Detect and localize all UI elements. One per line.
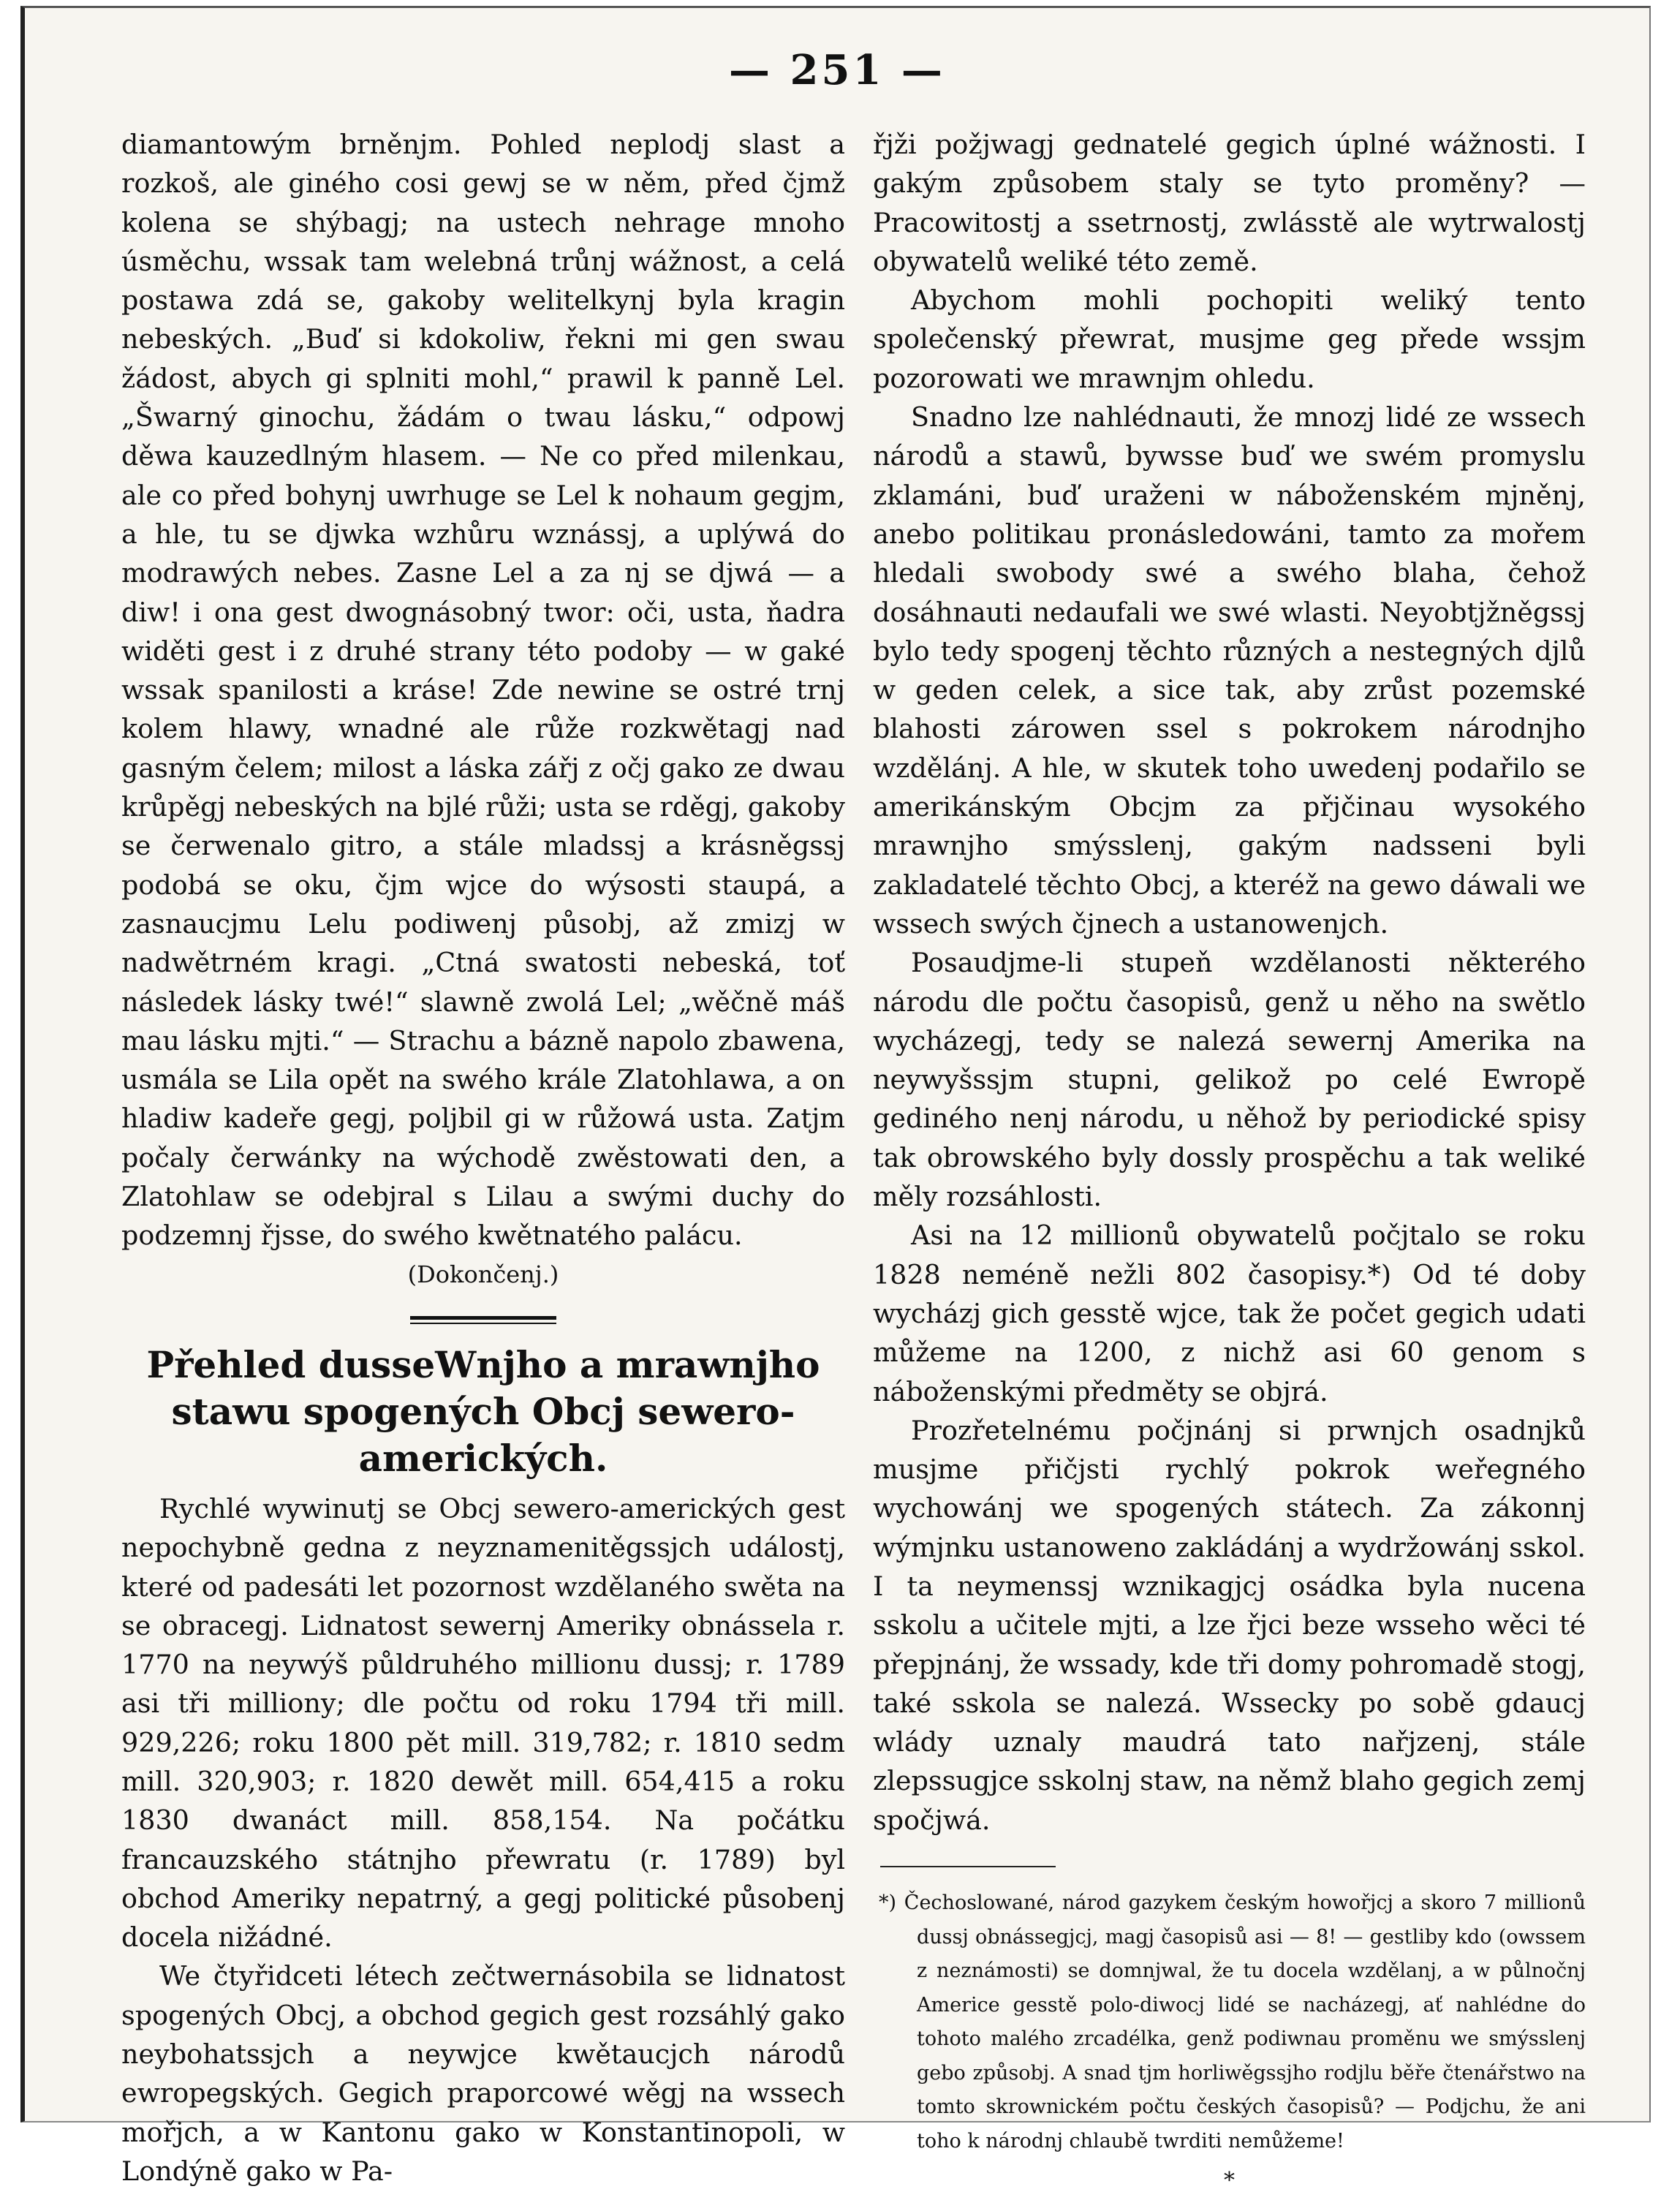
end-mark: * — [1224, 2168, 1235, 2194]
page — [20, 6, 1651, 2194]
paragraph: řjži požjwagj gednatelé gegich úplné wážnosti. I gakým způsobem staly se tyto proměny? — Pracowitostj a ssetrnostj, zwlásstě ale wytrwalostj obywatelů weliké této země. — [873, 129, 1586, 277]
section-heading: Přehled dusseWnjho a mrawnjho stawu spogených Obcj sewero-amerických. — [146, 1342, 820, 1480]
paragraph: Rychlé wywinutj se Obcj sewero-amerických gest nepochybně gedna z neyznamenitěgssjch událostj, které od padesáti let pozornost wzdělaného swěta na se obracegj. Lidnatost sewernj Ameriky obnássela r. 1770 na neywýš půldruhého millionu dussj; r. 1789 asi tři milliony; dle počtu od roku 1794 tři mill. 929,226; roku 1800 pět mill. 319,782; r. 1810 sedm mill. 320,903; r. 1820 dewět mill. 654,415 a roku 1830 dwanáct mill. 858,154. Na počátku francauzského státnjho přewratu (r. 1789) byl obchod Ameriky nepatrný, a gegj politické působenj docela nižádné. — [121, 1492, 845, 1954]
paragraph: Asi na 12 millionů obywatelů počjtalo se roku 1828 neméně nežli 802 časopisy.*) Od té doby wycházj gich gesstě wjce, tak že počet gegich udati můžeme na 1200, z nichž asi 60 genom s náboženskými předměty se objrá. — [873, 1220, 1586, 1407]
paragraph: Prozřetelnému počjnánj si prwnjch osadnjků musjme přičjsti rychlý pokrok weřegného wychowánj we spogených státech. Za zákonnj wýmjnku ustanoweno zakládánj a wydržowánj sskol. I ta neymenssj wznikagjcj osádka byla nucena sskolu a učitele mjti, a lze řjci beze wsseho wěci té přepjnánj, že wssady, kde tři domy pohromadě stogj, také sskola se nalezá. Wssecky po sobě gdaucj wlády uznaly maudrá tato nařjzenj, stále zlepssugjce sskolnj staw, na němž blaho gegich zemj spočjwá. — [873, 1414, 1586, 1836]
right-column — [873, 125, 1586, 2200]
paragraph: We čtyřidceti létech zečtwernásobila se lidnatost spogených Obcj, a obchod gegich gest rozsáhlý gako neybohatssjch a neywjce kwětaucjch národů ewropegských. Gegich praporcowé wěgj na wssech mořjch, a w Kantonu gako w Konstantinopoli, w Londýně gako w Pa- — [121, 1960, 845, 2187]
paragraph: Snadno lze nahlédnauti, že mnozj lidé ze wssech národů a stawů, bywsse buď we swém promyslu zklamáni, buď uraženi w náboženském mjněnj, anebo politikau pronásledowáni, tamto za mořem hledali swobody swé a swého blaha, čehož dosáhnauti nedaufali we swé wlasti. Neyobtjžněgssj bylo tedy spogenj těchto různých a nestegných djlů w geden celek, a sice tak, aby zrůst pozemské blahosti zárowen ssel s pokrokem národnjho wzdělánj. A hle, w skutek toho uwedenj podařilo se amerikánským Obcjm za přjčinau wysokého mrawnjho smýsslenj, gakým nadsseni byli zakladatelé těchto Obcj, a kteréž na gewo dáwali we wssech swých čjnech a ustanowenjch. — [873, 401, 1586, 940]
paragraph: Abychom mohli pochopiti weliký tento společenský přewrat, musjme geg přede wssjm pozorowati we mrawnjm ohledu. — [873, 284, 1586, 394]
section-divider — [410, 1316, 556, 1324]
footnote-rule — [880, 1866, 1056, 1867]
paragraph: diamantowým brněnjm. Pohled neplodj slast a rozkoš, ale giného cosi gewj se w něm, před čjmž kolena se shýbagj; na ustech nehrage mnoho úsměchu, wssak tam welebná trůnj wážnost, a celá postawa zdá se, gakoby welitelkynj byla kragin nebeských. „Buď si kdokoliw, řekni mi gen swau žádost, abych gi splniti mohl,“ prawil k panně Lel. „Šwarný ginochu, žádám o twau lásku,“ odpowj děwa kauzedlným hlasem. — Ne co před milenkau, ale co před bohynj uwrhuge se Lel k nohaum gegjm, a hle, tu se djwka wzhůru wznássj, a uplýwá do modrawých nebes. Zasne Lel a za nj se djwá — a diw! i ona gest dwognásobný twor: oči, usta, ňadra widěti gest i z druhé strany této podoby — w gaké wssak spanilosti a kráse! Zde newine se ostré trnj kolem hlawy, wnadné ale růže rozkwětagj nad gasným čelem; milost a láska zářj z očj gako ze dwau krůpěgj nebeských na bjlé růži; usta se rděgj, gakoby se čerwenalo gitro, a stále mladssj a krásněgssj podobá se oku, čjm wjce do wýsosti staupá, a zasnaucjmu Lelu podiwenj působj, až zmizj w nadwětrném kragi. „Ctná swatosti nebeská, toť následek lásky twé!“ slawně zwolá Lel; „wěčně máš mau lásku mjti.“ — Strachu a bázně napolo zbawena, usmála se Lila opět na swého krále Zlatohlawa, a on hladiw kadeře gegj, poljbil gi w růžowá usta. Zatjm počaly čerwánky na wýchodě zwěstowati den, a Zlatohlaw se odebjral s Lilau a swými duchy do podzemnj řjsse, do swého kwětnatého palácu. — [121, 129, 845, 1252]
paragraph: Posaudjme-li stupeň wzdělanosti některého národu dle počtu časopisů, genž u něho na swětlo wycházegj, tedy se nalezá sewernj Amerika na neywyšssjm stupni, gelikož po celé Ewropě gediného nenj národu, u něhož by periodické spisy tak obrowského byly dossly prospěchu a tak weliké měly rozsáhlosti. — [873, 947, 1586, 1213]
page-number: — 251 — — [729, 46, 945, 94]
left-column — [121, 125, 845, 2190]
signature: (Dokončenj.) — [407, 1260, 559, 1288]
footnote: *) Čechoslowané, národ gazykem českým howořjcj a skoro 7 millionů dussj obnássegjcj, magj časopisů asi — 8! — gestliby kdo (owssem z neznámosti) se domnjwal, že tu docela wzdělanj, a w půlnočnj Americe gesstě polo-diwocj lidé se nacházegj, ať nahlédne do tohoto malého zrcadélka, genž podiwnau proměnu we smýsslenj gebo způsobj. A snad tjm horliwěgssjho rodjlu běře čtenářstwo na tomto skrownickém počtu českých časopisů? — Podjchu, že ani toho k národnj chlaubě twrditi nemůžeme! — [879, 1891, 1586, 2152]
